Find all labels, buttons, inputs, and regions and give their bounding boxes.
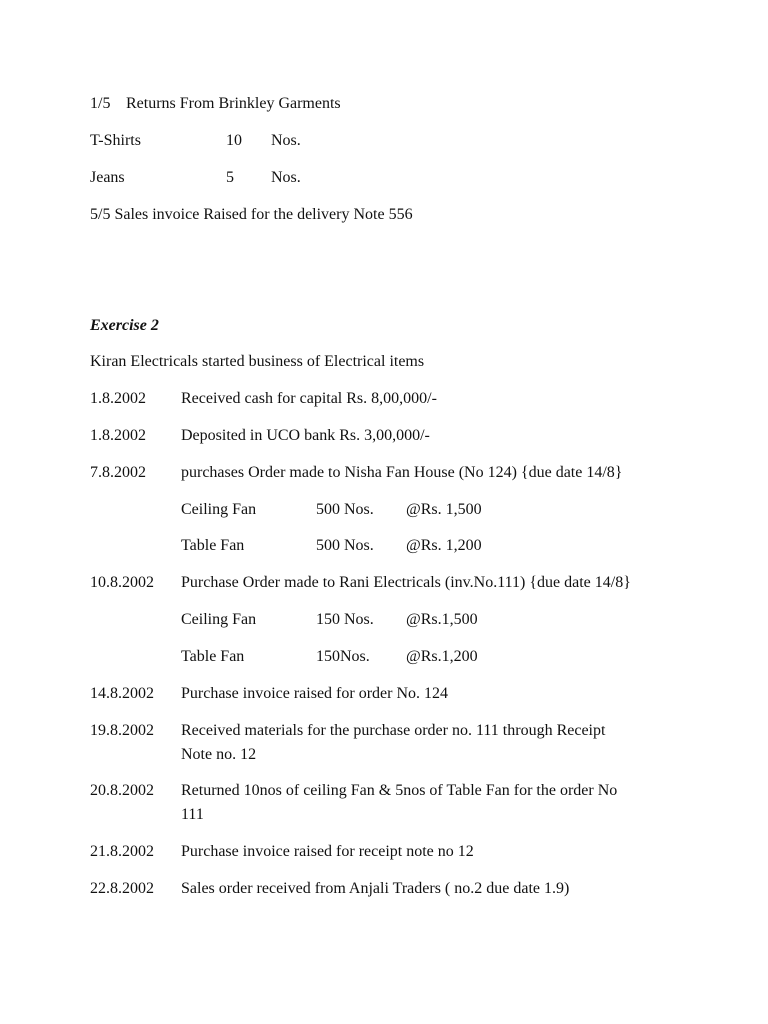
order-item-name: Ceiling Fan xyxy=(181,501,257,518)
order-item-qty: 150Nos. xyxy=(316,648,370,665)
order-item-qty: 150 Nos. xyxy=(316,611,374,628)
order-item-name: Ceiling Fan xyxy=(181,611,257,628)
entry-text-continued: 111 xyxy=(181,806,204,823)
entry-text: Purchase invoice raised for order No. 124 xyxy=(181,685,449,702)
entry-text: Sales order received from Anjali Traders ( no.2 due date 1.9) xyxy=(181,880,570,897)
sales-invoice-note: 5/5 Sales invoice Raised for the delivery Note 556 xyxy=(90,206,413,223)
entry-text: Deposited in UCO bank Rs. 3,00,000/- xyxy=(181,427,430,444)
order-item-name: Table Fan xyxy=(181,648,245,665)
returns-item-unit: Nos. xyxy=(271,132,301,149)
entry-text: Received materials for the purchase order no. 111 through Receipt xyxy=(181,722,606,739)
returns-item-name: Jeans xyxy=(90,169,125,186)
returns-date: 1/5 xyxy=(90,95,111,112)
returns-item-qty: 10 xyxy=(226,132,242,149)
exercise-title: Exercise 2 xyxy=(90,317,159,334)
entry-date: 1.8.2002 xyxy=(90,427,146,444)
entry-text: Purchase Order made to Rani Electricals (inv.No.111) {due date 14/8} xyxy=(181,574,631,591)
entry-date: 22.8.2002 xyxy=(90,880,154,897)
entry-text: purchases Order made to Nisha Fan House (No 124) {due date 14/8} xyxy=(181,464,623,481)
entry-text-continued: Note no. 12 xyxy=(181,746,257,763)
entry-date: 20.8.2002 xyxy=(90,782,154,799)
entry-date: 14.8.2002 xyxy=(90,685,154,702)
entry-date: 7.8.2002 xyxy=(90,464,146,481)
entry-date: 1.8.2002 xyxy=(90,390,146,407)
returns-item-qty: 5 xyxy=(226,169,234,186)
entry-date: 10.8.2002 xyxy=(90,574,154,591)
order-item-qty: 500 Nos. xyxy=(316,537,374,554)
entry-text: Returned 10nos of ceiling Fan & 5nos of Table Fan for the order No xyxy=(181,782,618,799)
order-item-rate: @Rs. 1,200 xyxy=(406,537,482,554)
entry-date: 21.8.2002 xyxy=(90,843,154,860)
entry-text: Received cash for capital Rs. 8,00,000/- xyxy=(181,390,437,407)
returns-item-name: T-Shirts xyxy=(90,132,141,149)
entry-date: 19.8.2002 xyxy=(90,722,154,739)
order-item-name: Table Fan xyxy=(181,537,245,554)
order-item-qty: 500 Nos. xyxy=(316,501,374,518)
exercise-intro: Kiran Electricals started business of Electrical items xyxy=(90,353,425,370)
returns-title: Returns From Brinkley Garments xyxy=(126,95,341,112)
order-item-rate: @Rs. 1,500 xyxy=(406,501,482,518)
returns-item-unit: Nos. xyxy=(271,169,301,186)
order-item-rate: @Rs.1,500 xyxy=(406,611,478,628)
entry-text: Purchase invoice raised for receipt note no 12 xyxy=(181,843,474,860)
order-item-rate: @Rs.1,200 xyxy=(406,648,478,665)
